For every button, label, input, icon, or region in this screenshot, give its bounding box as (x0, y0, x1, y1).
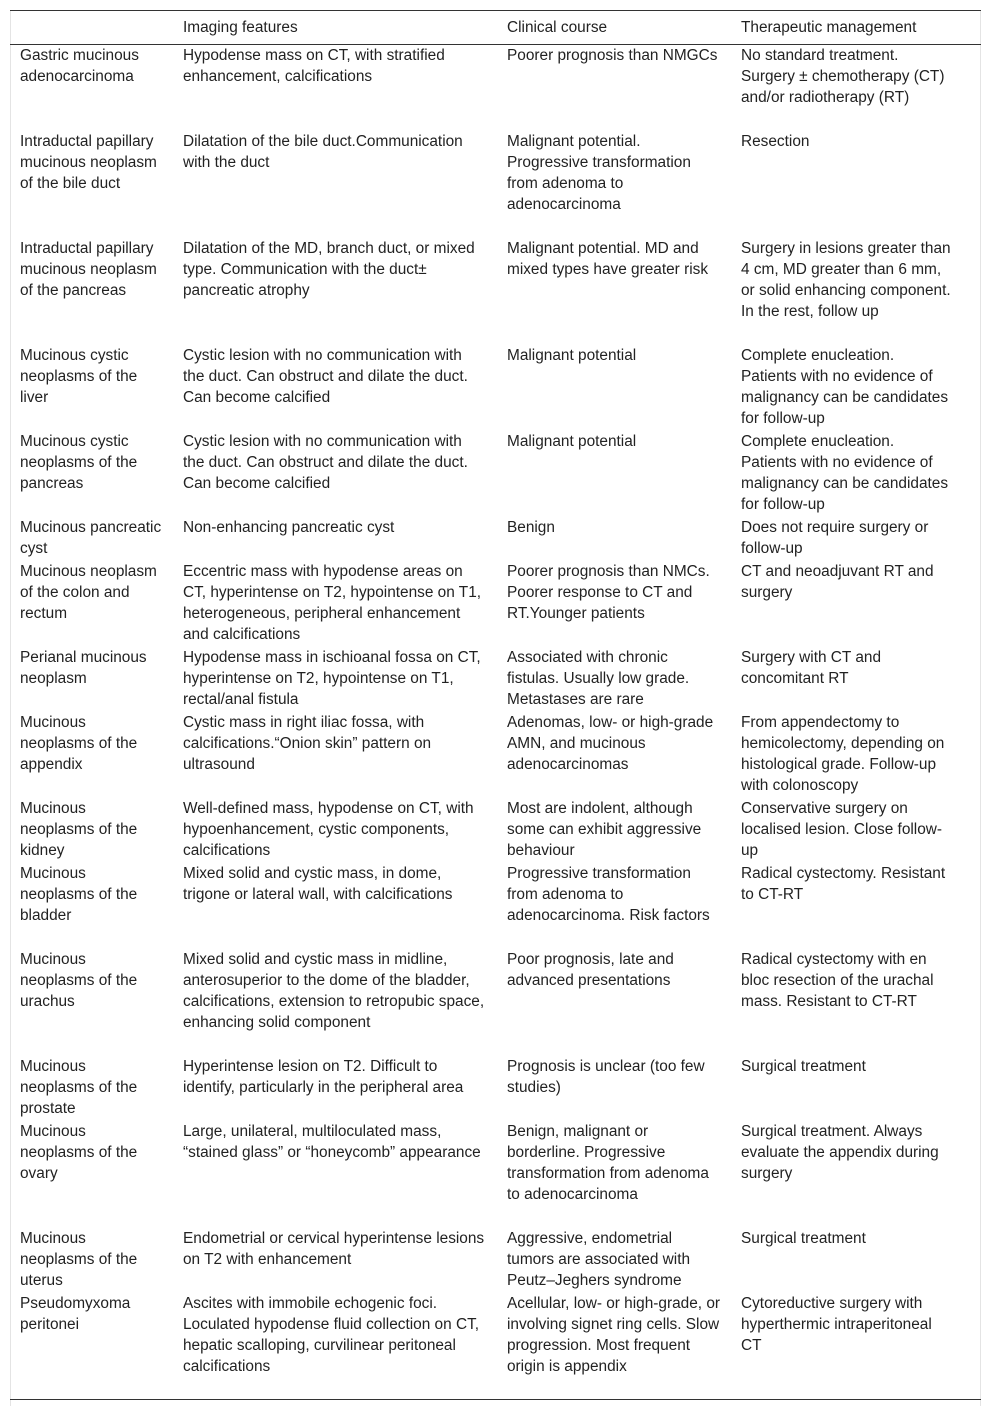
table-row (10, 238, 981, 345)
table-row (10, 1293, 981, 1400)
cell-entity: Pseudomyxoma peritonei (20, 1294, 131, 1333)
cell-imaging-features: Endometrial or cervical hyperintense lesions on T2 with enhancement (183, 1229, 485, 1268)
table-row (10, 131, 981, 238)
table-row (10, 863, 981, 949)
cell-clinical-course: Malignant potential (507, 346, 637, 364)
cell-entity: Mucinous neoplasms of the bladder (20, 864, 138, 924)
cell-imaging-features: Cystic mass in right iliac fossa, with calcifications.“Onion skin” pattern on ultrasound (183, 713, 432, 773)
cell-imaging-features: Hyperintense lesion on T2. Difficult to identify, particularly in the peripheral area (183, 1057, 464, 1096)
table-row (10, 1121, 981, 1228)
header-entity (10, 11, 173, 45)
table-row (10, 345, 981, 431)
cell-therapeutic-management: Conservative surgery on localised lesion. Close follow-up (741, 799, 943, 859)
cell-clinical-course: Benign (507, 518, 555, 536)
cell-imaging-features: Large, unilateral, multiloculated mass, “stained glass” or “honeycomb” appearance (183, 1122, 481, 1161)
cell-entity: Mucinous neoplasms of the kidney (20, 799, 138, 859)
table-row (10, 517, 981, 561)
cell-entity: Mucinous neoplasms of the appendix (20, 713, 138, 773)
cell-therapeutic-management: Does not require surgery or follow-up (741, 518, 929, 557)
cell-clinical-course: Poorer prognosis than NMCs. Poorer response to CT and RT.Younger patients (507, 562, 710, 622)
cell-imaging-features: Hypodense mass on CT, with stratified enhancement, calcifications (183, 47, 445, 85)
cell-therapeutic-management: Surgical treatment (741, 1057, 866, 1075)
cell-therapeutic-management: From appendectomy to hemicolectomy, depending on histological grade. Follow-up with colonoscopy (741, 713, 945, 794)
cell-imaging-features: Cystic lesion with no communication with the duct. Can obstruct and dilate the duct. Can become calcified (183, 346, 468, 406)
cell-clinical-course: Progressive transformation from adenoma to adenocarcinoma. Risk factors (507, 864, 710, 924)
cell-clinical-course: Adenomas, low- or high-grade AMN, and mucinous adenocarcinomas (507, 713, 714, 773)
cell-entity: Perianal mucinous neoplasm (20, 648, 147, 687)
cell-clinical-course: Most are indolent, although some can exhibit aggressive behaviour (507, 799, 702, 859)
cell-imaging-features: Cystic lesion with no communication with the duct. Can obstruct and dilate the duct. Can become calcified (183, 432, 468, 492)
cell-imaging-features: Well-defined mass, hypodense on CT, with hypoenhancement, cystic components, calcifications (183, 799, 474, 859)
cell-imaging-features: Non-enhancing pancreatic cyst (183, 518, 395, 536)
cell-clinical-course: Malignant potential. MD and mixed types have greater risk (507, 239, 709, 278)
cell-entity: Mucinous cystic neoplasms of the pancreas (20, 432, 138, 492)
header-imaging-features: Imaging features (183, 19, 298, 36)
cell-entity: Mucinous neoplasms of the prostate (20, 1057, 138, 1117)
cell-imaging-features: Ascites with immobile echogenic foci. Loculated hypodense fluid collection on CT, hepatic scalloping, curvilinear peritoneal calcifications (183, 1294, 480, 1375)
table-row (10, 561, 981, 647)
table-row (10, 431, 981, 517)
cell-therapeutic-management: Complete enucleation. Patients with no evidence of malignancy can be candidates for follow-up (741, 432, 949, 513)
cell-clinical-course: Associated with chronic fistulas. Usually low grade. Metastases are rare (507, 648, 690, 708)
cell-entity: Mucinous neoplasms of the uterus (20, 1229, 138, 1289)
mucinous-neoplasms-table (10, 10, 981, 1400)
cell-clinical-course: Malignant potential. Progressive transformation from adenoma to adenocarcinoma (507, 132, 691, 213)
cell-entity: Intraductal papillary mucinous neoplasm of the pancreas (20, 239, 157, 299)
cell-clinical-course: Benign, malignant or borderline. Progressive transformation from adenoma to adenocarcinoma (507, 1122, 709, 1203)
cell-therapeutic-management: No standard treatment. Surgery ± chemotherapy (CT) and/or radiotherapy (RT) (741, 47, 945, 106)
cell-clinical-course: Aggressive, endometrial tumors are associated with Peutz–Jeghers syndrome (507, 1229, 691, 1289)
cell-entity: Gastric mucinous adenocarcinoma (20, 47, 139, 85)
header-therapeutic-management: Therapeutic management (741, 19, 917, 36)
cell-therapeutic-management: Surgical treatment. Always evaluate the appendix during surgery (741, 1122, 939, 1182)
table-row (10, 647, 981, 712)
cell-therapeutic-management: Surgery in lesions greater than 4 cm, MD greater than 6 mm, or solid enhancing component. In the rest, follow up (741, 239, 951, 320)
cell-entity: Mucinous neoplasms of the urachus (20, 950, 138, 1010)
cell-imaging-features: Eccentric mass with hypodense areas on CT, hyperintense on T2, hypointense on T1, heterogeneous, peripheral enhancement and calcifications (183, 562, 482, 643)
cell-clinical-course: Prognosis is unclear (too few studies) (507, 1057, 705, 1096)
cell-entity: Mucinous neoplasm of the colon and rectum (20, 562, 157, 622)
cell-imaging-features: Dilatation of the bile duct.Communication with the duct (183, 132, 463, 171)
cell-imaging-features: Mixed solid and cystic mass in midline, anterosuperior to the dome of the bladder, calcifications, extension to retropubic space, enhancing solid component (183, 950, 485, 1031)
cell-entity: Intraductal papillary mucinous neoplasm of the bile duct (20, 132, 157, 192)
header-clinical-course: Clinical course (507, 19, 608, 36)
cell-clinical-course: Poor prognosis, late and advanced presentations (507, 950, 674, 989)
cell-clinical-course: Malignant potential (507, 432, 637, 450)
cell-imaging-features: Mixed solid and cystic mass, in dome, trigone or lateral wall, with calcifications (183, 864, 453, 903)
table-row (10, 1228, 981, 1293)
cell-clinical-course: Acellular, low- or high-grade, or involving signet ring cells. Slow progression. Most frequent origin is appendix (507, 1294, 721, 1375)
table-header-row (10, 11, 981, 45)
cell-imaging-features: Dilatation of the MD, branch duct, or mixed type. Communication with the duct± pancreatic atrophy (183, 239, 475, 299)
cell-imaging-features: Hypodense mass in ischioanal fossa on CT, hyperintense on T2, hypointense on T1, rectal/anal fistula (183, 648, 481, 708)
cell-therapeutic-management: Radical cystectomy. Resistant to CT-RT (741, 864, 946, 903)
cell-entity: Mucinous neoplasms of the ovary (20, 1122, 138, 1182)
cell-therapeutic-management: Surgical treatment (741, 1229, 866, 1247)
cell-therapeutic-management: Complete enucleation. Patients with no evidence of malignancy can be candidates for follow-up (741, 346, 949, 427)
cell-therapeutic-management: Cytoreductive surgery with hyperthermic intraperitoneal CT (741, 1294, 932, 1354)
table-row (10, 1056, 981, 1121)
table-row (10, 798, 981, 863)
cell-therapeutic-management: CT and neoadjuvant RT and surgery (741, 562, 934, 601)
cell-entity: Mucinous cystic neoplasms of the liver (20, 346, 138, 406)
cell-therapeutic-management: Radical cystectomy with en bloc resection of the urachal mass. Resistant to CT-RT (741, 950, 934, 1010)
cell-entity: Mucinous pancreatic cyst (20, 518, 162, 557)
table-row (10, 712, 981, 798)
table-row (10, 949, 981, 1056)
cell-therapeutic-management: Surgery with CT and concomitant RT (741, 648, 882, 687)
table-row (10, 45, 981, 131)
cell-therapeutic-management: Resection (741, 132, 810, 150)
cell-clinical-course: Poorer prognosis than NMGCs (507, 47, 718, 64)
